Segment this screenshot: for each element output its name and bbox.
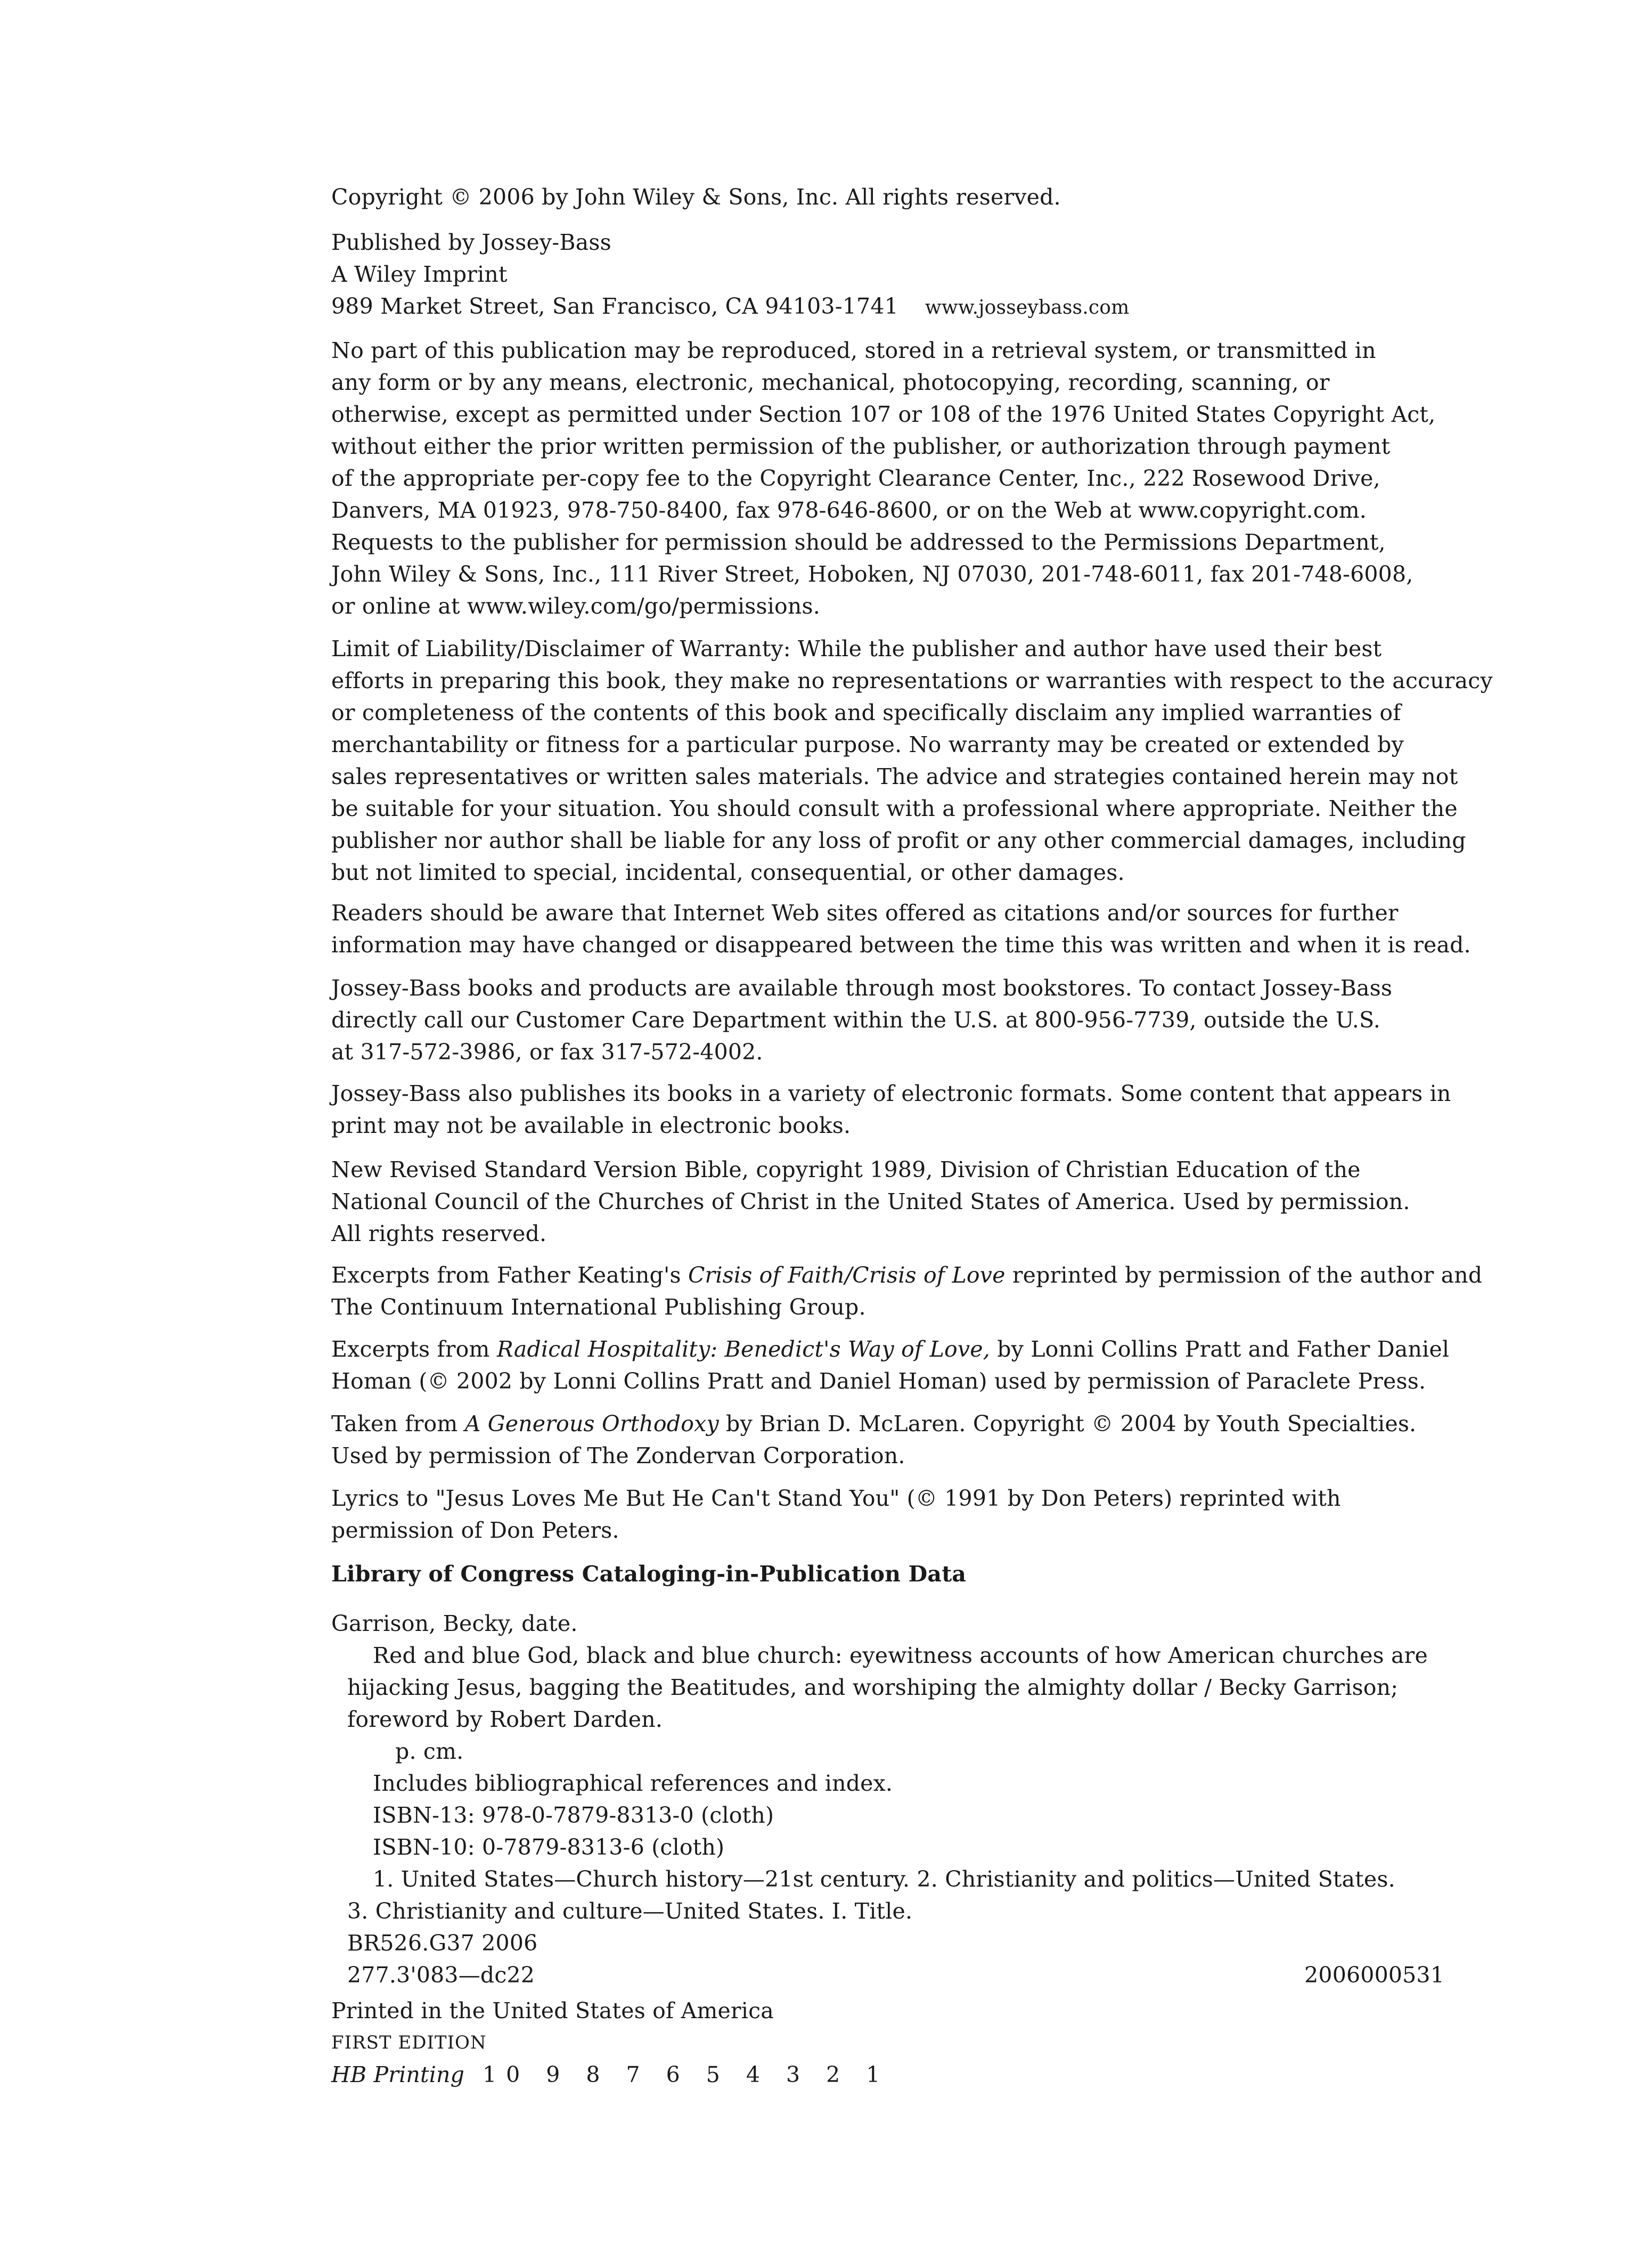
radical-suffix: by Lonni Collins Pratt and Father Daniel [990, 1336, 1450, 1362]
reproduction-line: or online at www.wiley.com/go/permissions. [331, 593, 821, 619]
cip-lccn: 2006000531 [1304, 1962, 1444, 1988]
cip-record [331, 1608, 1444, 1991]
radical-line-1 [331, 1333, 1450, 1365]
reproduction-line: otherwise, except as permitted under Section 107 or 108 of the 1976 United States Copyright Act, [331, 402, 1436, 427]
radical-prefix: Excerpts from [331, 1336, 497, 1362]
radical-line-2: Homan (© 2002 by Lonni Collins Pratt and Daniel Homan) used by permission of Paraclete Press. [331, 1368, 1426, 1394]
publisher-website: www.josseybass.com [925, 297, 1130, 319]
reproduction-line: No part of this publication may be reproduced, stored in a retrieval system, or transmitted in [331, 338, 1376, 363]
mclaren-title: A Generous Orthodoxy [464, 1411, 719, 1437]
cip-data [331, 1558, 1444, 1590]
lyrics-line: Lyrics to "Jesus Loves Me But He Can't Stand You" (© 1991 by Don Peters) reprinted with [331, 1486, 1341, 1511]
publisher-address: 989 Market Street, San Francisco, CA 94103-1741 [331, 293, 898, 319]
publisher-address-line [331, 290, 1444, 324]
nrsv-credit [331, 1154, 1444, 1250]
nrsv-line: National Council of the Churches of Christ in the United States of America. Used by permission. [331, 1189, 1410, 1214]
availability-notice [331, 972, 1444, 1068]
cip-heading: Library of Congress Cataloging-in-Publication Data [331, 1561, 967, 1587]
liability-line: efforts in preparing this book, they make no representations or warranties with respect to the accuracy [331, 668, 1493, 694]
cip-subjects-line-1: 1. United States—Church history—21st century. 2. Christianity and politics—United States. [373, 1866, 1395, 1892]
copyright-section [331, 181, 1444, 213]
web-notice-line: Readers should be aware that Internet Web sites offered as citations and/or sources for further [331, 900, 1399, 926]
edition: FIRST EDITION [331, 2032, 487, 2053]
electronic-line: Jossey-Bass also publishes its books in a variety of electronic formats. Some content that appears in [331, 1081, 1451, 1106]
publisher-section [331, 226, 1444, 324]
electronic-formats-notice [331, 1078, 1451, 1141]
cip-author: Garrison, Becky, date. [331, 1611, 578, 1636]
copyright-line: Copyright © 2006 by John Wiley & Sons, Inc. All rights reserved. [331, 184, 1061, 210]
reproduction-line: Danvers, MA 01923, 978-750-8400, fax 978-646-8600, or on the Web at www.copyright.com. [331, 497, 1367, 523]
reproduction-line: without either the prior written permission of the publisher, or authorization through payment [331, 434, 1391, 459]
printing-numbers: 10 9 8 7 6 5 4 3 2 1 [483, 2062, 890, 2087]
availability-line: directly call our Customer Care Department within the U.S. at 800-956-7739, outside the U.S. [331, 1007, 1381, 1033]
nrsv-line: New Revised Standard Version Bible, copyright 1989, Division of Christian Education of the [331, 1157, 1361, 1182]
cip-title-line: Red and blue God, black and blue church: eyewitness accounts of how American churches are [373, 1643, 1428, 1668]
mclaren-prefix: Taken from [331, 1411, 465, 1437]
cip-title-line: hijacking Jesus, bagging the Beatitudes, and worshiping the almighty dollar / Becky Garrison; [347, 1675, 1399, 1700]
reproduction-line: of the appropriate per-copy fee to the Copyright Clearance Center, Inc., 222 Rosewood Drive, [331, 466, 1380, 491]
radical-hospitality-credit [331, 1333, 1450, 1397]
published-by: Published by Jossey-Bass [331, 230, 611, 255]
cip-pcm: p. cm. [395, 1739, 464, 1764]
nrsv-line: All rights reserved. [331, 1221, 547, 1246]
mclaren-suffix: by Brian D. McLaren. Copyright © 2004 by Youth Specialties. [718, 1411, 1417, 1437]
lyrics-line: permission of Don Peters. [331, 1518, 619, 1543]
keating-title: Crisis of Faith/Crisis of Love [688, 1262, 1006, 1288]
printed-in: Printed in the United States of America [331, 1998, 774, 2024]
cip-title-line: foreword by Robert Darden. [347, 1707, 663, 1732]
reproduction-line: any form or by any means, electronic, mechanical, photocopying, recording, scanning, or [331, 370, 1330, 395]
keating-line-2: The Continuum International Publishing Group. [331, 1294, 866, 1320]
liability-disclaimer [331, 633, 1493, 888]
mclaren-line-1 [331, 1408, 1444, 1440]
cip-isbn-10: ISBN-10: 0-7879-8313-6 (cloth) [373, 1834, 725, 1860]
web-notice [331, 897, 1471, 961]
cip-detail: Includes bibliographical references and index. [373, 1771, 893, 1796]
liability-line: Limit of Liability/Disclaimer of Warranty: While the publisher and author have used their best [331, 636, 1382, 662]
reproduction-notice [331, 335, 1444, 622]
reproduction-line: Requests to the publisher for permission should be addressed to the Permissions Department, [331, 529, 1386, 555]
liability-line: publisher nor author shall be liable for any loss of profit or any other commercial damages, including [331, 828, 1466, 853]
liability-line: merchantability or fitness for a particular purpose. No warranty may be created or extended by [331, 732, 1404, 757]
keating-credit [331, 1259, 1483, 1323]
web-notice-line: information may have changed or disappeared between the time this was written and when it is read. [331, 932, 1471, 958]
mclaren-credit [331, 1408, 1444, 1472]
cip-dewey: 277.3'083—dc22 [347, 1962, 535, 1988]
liability-line: sales representatives or written sales materials. The advice and strategies contained herein may not [331, 764, 1458, 789]
cip-isbn-13: ISBN-13: 978-0-7879-8313-0 (cloth) [373, 1802, 774, 1828]
keating-prefix: Excerpts from Father Keating's [331, 1262, 688, 1288]
liability-line: or completeness of the contents of this book and specifically disclaim any implied warranties of [331, 700, 1401, 725]
availability-line: Jossey-Bass books and products are available through most bookstores. To contact Jossey-Bass [331, 975, 1393, 1001]
cip-subjects-line-2: 3. Christianity and culture—United States. I. Title. [347, 1898, 913, 1924]
electronic-line: print may not be available in electronic books. [331, 1113, 851, 1138]
printing-line [331, 2059, 1444, 2091]
printing-label: HB Printing [331, 2062, 465, 2087]
radical-title: Radical Hospitality: Benedict's Way of Love, [496, 1336, 990, 1362]
liability-line: be suitable for your situation. You should consult with a professional where appropriate. Neither the [331, 796, 1458, 821]
imprint: A Wiley Imprint [331, 262, 508, 287]
liability-line: but not limited to special, incidental, consequential, or other damages. [331, 860, 1125, 885]
mclaren-line-2: Used by permission of The Zondervan Corporation. [331, 1443, 905, 1469]
keating-line-1 [331, 1259, 1483, 1291]
cip-call-number: BR526.G37 2006 [347, 1930, 538, 1956]
cip-dewey-line [331, 1959, 1444, 1991]
availability-line: at 317-572-3986, or fax 317-572-4002. [331, 1039, 763, 1065]
reproduction-line: John Wiley & Sons, Inc., 111 River Street, Hoboken, NJ 07030, 201-748-6011, fax 201-748-6008, [331, 561, 1413, 587]
lyrics-credit [331, 1482, 1444, 1546]
printing-info [331, 1995, 1444, 2091]
keating-suffix: reprinted by permission of the author and [1005, 1262, 1483, 1288]
